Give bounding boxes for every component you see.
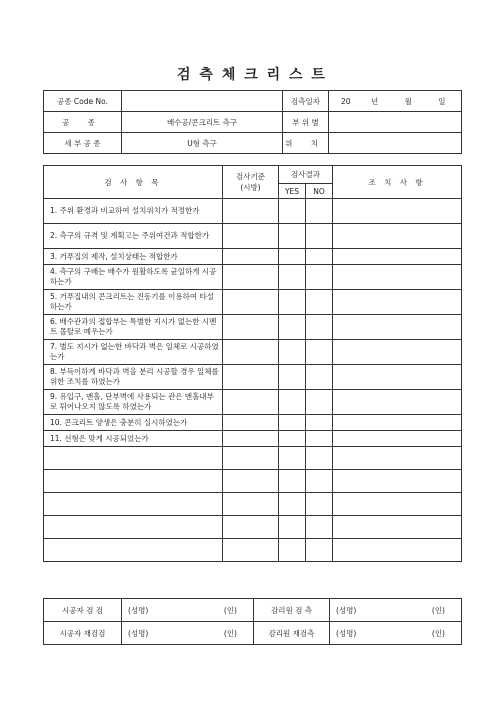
action-cell[interactable]: [333, 493, 462, 516]
action-cell[interactable]: [333, 249, 462, 265]
standard-cell[interactable]: [223, 431, 279, 447]
col-header-yes: YES: [279, 184, 306, 199]
checklist-item: 10. 콘크리트 양생은 충분히 실시하였는가: [44, 415, 223, 431]
no-cell[interactable]: [306, 539, 333, 562]
date-day-unit: 일: [438, 96, 446, 106]
checklist-item: 5. 거푸집내의 콘크리트는 진동기를 이용하여 타설 하는가: [44, 290, 223, 315]
yes-cell[interactable]: [279, 493, 306, 516]
action-cell[interactable]: [333, 470, 462, 493]
supervisor-re-label: 감리원 재검측: [254, 622, 330, 645]
item-cell[interactable]: [44, 447, 223, 470]
yes-cell[interactable]: [279, 224, 306, 249]
inspection-date-label: 검측일자: [283, 91, 329, 112]
yes-cell[interactable]: [279, 415, 306, 431]
location-part-label: 부 위 별: [283, 112, 329, 133]
header-info-table: [43, 90, 462, 154]
no-cell[interactable]: [306, 315, 333, 340]
yes-cell[interactable]: [279, 290, 306, 315]
no-cell[interactable]: [306, 415, 333, 431]
supervisor-label: 감리원 검 측: [254, 599, 330, 622]
checklist-item: 3. 거푸집의 제작, 설치상태는 적합한가: [44, 249, 223, 265]
inspector-label: 시공자 검 검: [44, 599, 122, 622]
standard-cell[interactable]: [223, 365, 279, 390]
col-header-no: NO: [306, 184, 333, 199]
empty-row: [44, 539, 462, 562]
col-header-action: 조 치 사 항: [333, 166, 462, 199]
standard-cell[interactable]: [223, 199, 279, 224]
signature-table: [43, 598, 462, 645]
name-label: (성명): [128, 628, 149, 638]
action-cell[interactable]: [333, 340, 462, 365]
item-cell[interactable]: [44, 470, 223, 493]
table-row: [44, 224, 462, 249]
empty-row: [44, 493, 462, 516]
date-year-unit: 년: [370, 96, 379, 106]
table-row: [44, 415, 462, 431]
checklist-item: 1. 주위 환경과 비교하여 설치위치가 적정한가: [44, 199, 223, 224]
seal-label: (인): [223, 628, 237, 638]
action-cell[interactable]: [333, 415, 462, 431]
standard-cell[interactable]: [223, 315, 279, 340]
no-cell[interactable]: [306, 470, 333, 493]
standard-cell[interactable]: [223, 447, 279, 470]
yes-cell[interactable]: [279, 365, 306, 390]
yes-cell[interactable]: [279, 315, 306, 340]
date-month-unit: 월: [404, 96, 412, 106]
standard-cell[interactable]: [223, 470, 279, 493]
no-cell[interactable]: [306, 290, 333, 315]
table-row: [44, 340, 462, 365]
table-row: [44, 249, 462, 265]
action-cell[interactable]: [333, 199, 462, 224]
empty-row: [44, 516, 462, 539]
empty-row: [44, 470, 462, 493]
seal-label: (인): [431, 605, 445, 615]
no-cell[interactable]: [306, 340, 333, 365]
work-type-value[interactable]: 배수공/콘크리트 측구: [122, 112, 283, 133]
yes-cell[interactable]: [279, 470, 306, 493]
supervisor-name-field[interactable]: [330, 599, 462, 622]
standard-cell[interactable]: [223, 224, 279, 249]
name-label: (성명): [336, 628, 357, 638]
action-cell[interactable]: [333, 290, 462, 315]
action-cell[interactable]: [333, 390, 462, 415]
standard-cell[interactable]: [223, 390, 279, 415]
no-cell[interactable]: [306, 431, 333, 447]
action-cell[interactable]: [333, 431, 462, 447]
standard-cell[interactable]: [223, 493, 279, 516]
action-cell[interactable]: [333, 224, 462, 249]
table-row: [44, 290, 462, 315]
construction-code-label: 공종 Code No.: [44, 91, 122, 112]
no-cell[interactable]: [306, 516, 333, 539]
table-row: [44, 365, 462, 390]
action-cell[interactable]: [333, 365, 462, 390]
seal-label: (인): [431, 628, 445, 638]
action-cell[interactable]: [333, 516, 462, 539]
table-row: [44, 390, 462, 415]
no-cell[interactable]: [306, 365, 333, 390]
supervisor-re-name-field[interactable]: [330, 622, 462, 645]
checklist-item: 6. 배수관과의 접합부는 특별한 지시가 없는한 시멘트 몰탈로 메우는가: [44, 315, 223, 340]
table-row: [44, 315, 462, 340]
standard-cell[interactable]: [223, 539, 279, 562]
position-label: 위 치: [283, 133, 329, 154]
yes-cell[interactable]: [279, 539, 306, 562]
yes-cell[interactable]: [279, 431, 306, 447]
page-title: 검 측 체 크 리 스 트: [177, 67, 327, 83]
standard-cell[interactable]: [223, 249, 279, 265]
checklist-item: 7. 별도 지시가 없는한 바닥과 벽은 일체로 시공하였는가: [44, 340, 223, 365]
action-cell[interactable]: [333, 539, 462, 562]
checklist-item: 2. 측구의 규격 및 계획고는 주위여건과 적합한가: [44, 224, 223, 249]
standard-cell[interactable]: [223, 516, 279, 539]
work-type-label: 공 종: [44, 112, 122, 133]
action-cell[interactable]: [333, 315, 462, 340]
seal-label: (인): [223, 605, 237, 615]
checklist-item: 8. 부득이하게 바닥과 벽을 분리 시공할 경우 일체를 위한 조치를 하였는가: [44, 365, 223, 390]
yes-cell[interactable]: [279, 340, 306, 365]
date-year: 20: [341, 96, 351, 106]
no-cell[interactable]: [306, 265, 333, 290]
table-row: [44, 199, 462, 224]
col-header-result: 검사결과: [279, 166, 333, 184]
item-cell[interactable]: [44, 516, 223, 539]
checklist-table: [43, 165, 462, 562]
action-cell[interactable]: [333, 447, 462, 470]
reinspector-label: 시공자 재검검: [44, 622, 122, 645]
table-row: [44, 265, 462, 290]
no-cell[interactable]: [306, 249, 333, 265]
item-cell[interactable]: [44, 493, 223, 516]
standard-cell[interactable]: [223, 415, 279, 431]
name-label: (성명): [128, 605, 149, 615]
yes-cell[interactable]: [279, 199, 306, 224]
col-header-standard: 검사기준 (시방): [223, 166, 279, 199]
yes-cell[interactable]: [279, 390, 306, 415]
no-cell[interactable]: [306, 447, 333, 470]
yes-cell[interactable]: [279, 516, 306, 539]
construction-code-field[interactable]: [122, 91, 283, 112]
name-label: (성명): [336, 605, 357, 615]
yes-cell[interactable]: [279, 447, 306, 470]
col-header-items: 검 사 항 목: [44, 166, 223, 199]
position-field[interactable]: [329, 133, 462, 154]
table-row: [44, 431, 462, 447]
sub-work-type-value[interactable]: U형 측구: [122, 133, 283, 154]
no-cell[interactable]: [306, 390, 333, 415]
yes-cell[interactable]: [279, 249, 306, 265]
empty-row: [44, 447, 462, 470]
inspection-date-field[interactable]: [329, 91, 462, 112]
action-cell[interactable]: [333, 265, 462, 290]
no-cell[interactable]: [306, 199, 333, 224]
standard-cell[interactable]: [223, 290, 279, 315]
item-cell[interactable]: [44, 539, 223, 562]
reinspector-name-field[interactable]: [122, 622, 254, 645]
checklist-item: 9. 유입구, 맨홀, 단부벽에 사용되는 관은 맨홀내부로 튀어나오지 않도록 하였는가: [44, 390, 223, 415]
location-part-field[interactable]: [329, 112, 462, 133]
checklist-item: 4. 측구의 구배는 배수가 원활하도록 균일하게 시공하는가: [44, 265, 223, 290]
no-cell[interactable]: [306, 224, 333, 249]
no-cell[interactable]: [306, 493, 333, 516]
inspector-name-field[interactable]: [122, 599, 254, 622]
standard-cell[interactable]: [223, 265, 279, 290]
sub-work-type-label: 세 부 공 종: [44, 133, 122, 154]
yes-cell[interactable]: [279, 265, 306, 290]
checklist-item: 11. 선형은 맞게 시공되었는가: [44, 431, 223, 447]
standard-cell[interactable]: [223, 340, 279, 365]
